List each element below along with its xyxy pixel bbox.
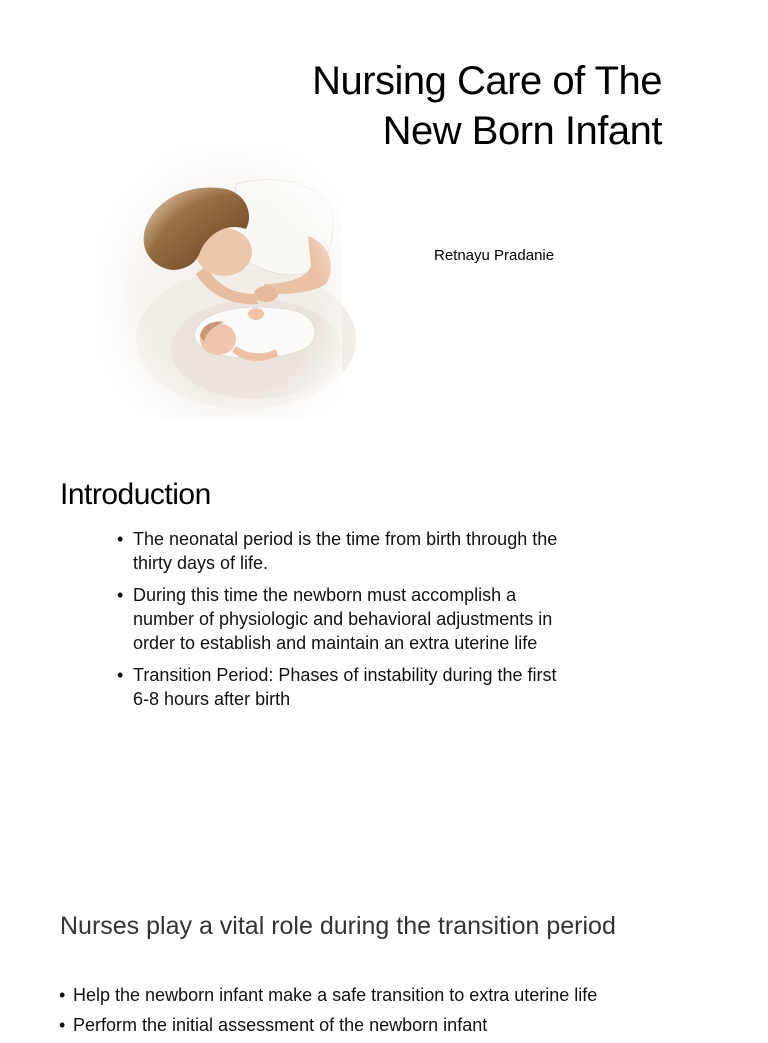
bullet-list	[59, 983, 759, 1043]
bullet-item: • Help the newborn infant make a safe transition to extra uterine life	[59, 983, 759, 1007]
slide-title	[312, 56, 662, 156]
slide-title-line-2: New Born Infant	[382, 109, 662, 153]
title-slide	[0, 0, 768, 440]
bullet-item: • The neonatal period is the time from birth through the thirty days of life.	[117, 527, 577, 575]
author-name: Retnayu Pradanie	[434, 247, 555, 264]
transition-role-slide	[0, 890, 768, 1035]
slide-heading: Nurses play a vital role during the transition period	[60, 912, 616, 940]
slide-heading: Introduction	[60, 478, 211, 511]
bullet-list	[117, 527, 577, 719]
mother-and-baby-illustration	[96, 144, 342, 418]
bullet-item: • During this time the newborn must accomplish a number of physiologic and behavioral adjustments in order to establish and maintain an extra uterine life	[117, 583, 577, 655]
mother-and-baby-photo	[96, 144, 342, 418]
introduction-slide	[0, 450, 768, 870]
slide-title-line-1: Nursing Care of The	[312, 59, 662, 103]
bullet-item: • Perform the initial assessment of the newborn infant	[59, 1013, 759, 1037]
bullet-item: • Transition Period: Phases of instability during the first 6-8 hours after birth	[117, 663, 577, 711]
